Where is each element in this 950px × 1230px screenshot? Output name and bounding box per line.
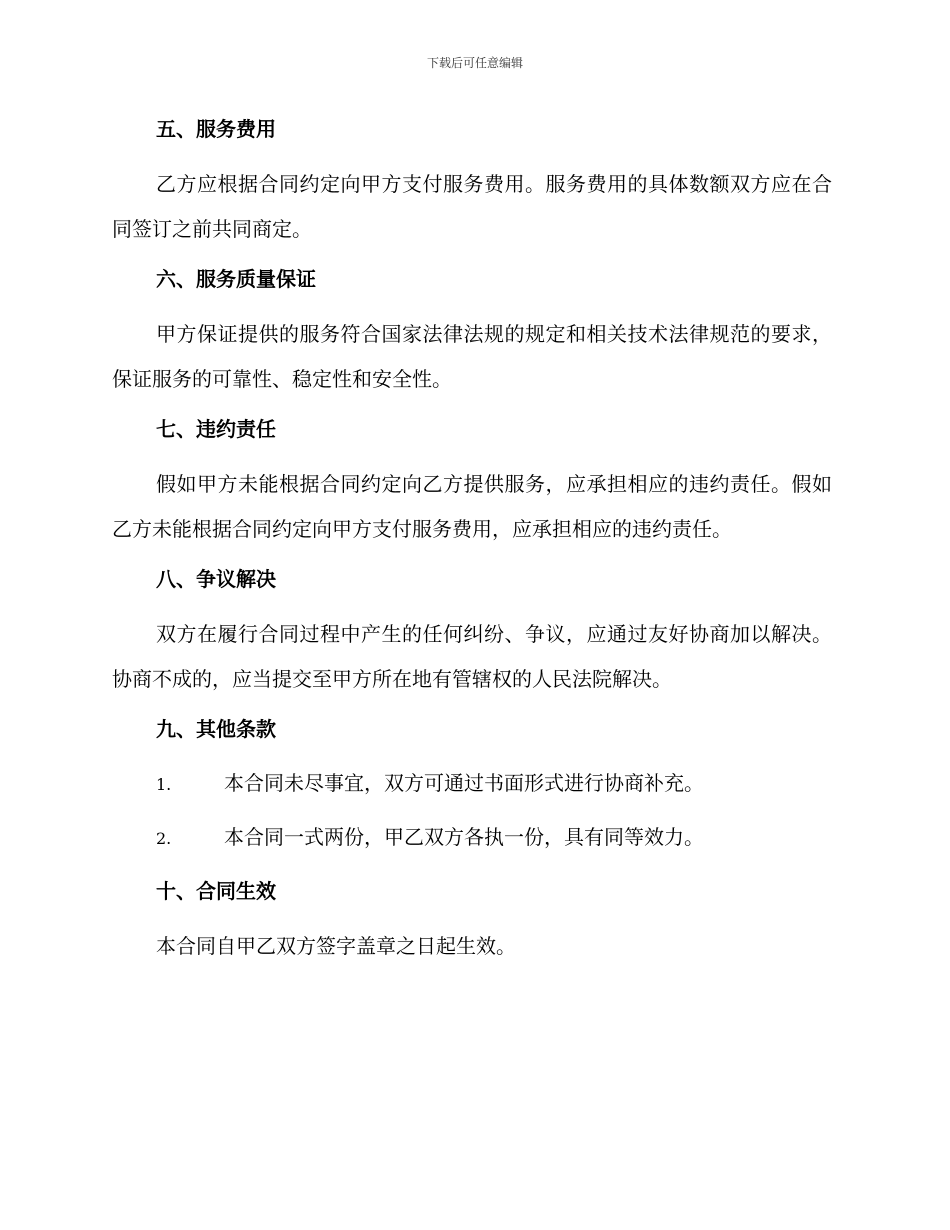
document-body (112, 112, 832, 979)
section-heading-fees: 五、服务费用 (156, 117, 276, 141)
list-item-number: 1. (156, 775, 172, 794)
section-paragraph-effective: 本合同自甲乙双方签字盖章之日起生效。 (156, 934, 516, 958)
section-paragraph-quality: 甲方保证提供的服务符合国家法律法规的规定和相关技术法律规范的要求，保证服务的可靠性、稳定性和安全性。 (112, 322, 832, 391)
section-heading-quality: 六、服务质量保证 (156, 267, 316, 291)
section-paragraph-fees: 乙方应根据合同约定向甲方支付服务费用。服务费用的具体数额双方应在合同签订之前共同商定。 (112, 172, 832, 241)
header-note: 下载后可任意编辑 (426, 56, 523, 70)
list-item (112, 820, 832, 854)
list-item-text: 本合同未尽事宜，双方可通过书面形式进行协商补充。 (224, 771, 704, 795)
list-item-text: 本合同一式两份，甲乙双方各执一份，具有同等效力。 (224, 825, 704, 849)
section-paragraph-dispute: 双方在履行合同过程中产生的任何纠纷、争议，应通过友好协商加以解决。协商不成的，应当提交至甲方所在地有管辖权的人民法院解决。 (112, 622, 832, 691)
list-item-number: 2. (156, 829, 172, 848)
section-heading-liability: 七、违约责任 (156, 417, 276, 441)
section-paragraph-liability: 假如甲方未能根据合同约定向乙方提供服务，应承担相应的违约责任。假如乙方未能根据合同约定向甲方支付服务费用，应承担相应的违约责任。 (112, 472, 832, 541)
section-heading-dispute: 八、争议解决 (156, 567, 276, 591)
section-heading-effective: 十、合同生效 (156, 879, 276, 903)
section-heading-other-terms: 九、其他条款 (156, 717, 276, 741)
list-item (112, 766, 832, 800)
